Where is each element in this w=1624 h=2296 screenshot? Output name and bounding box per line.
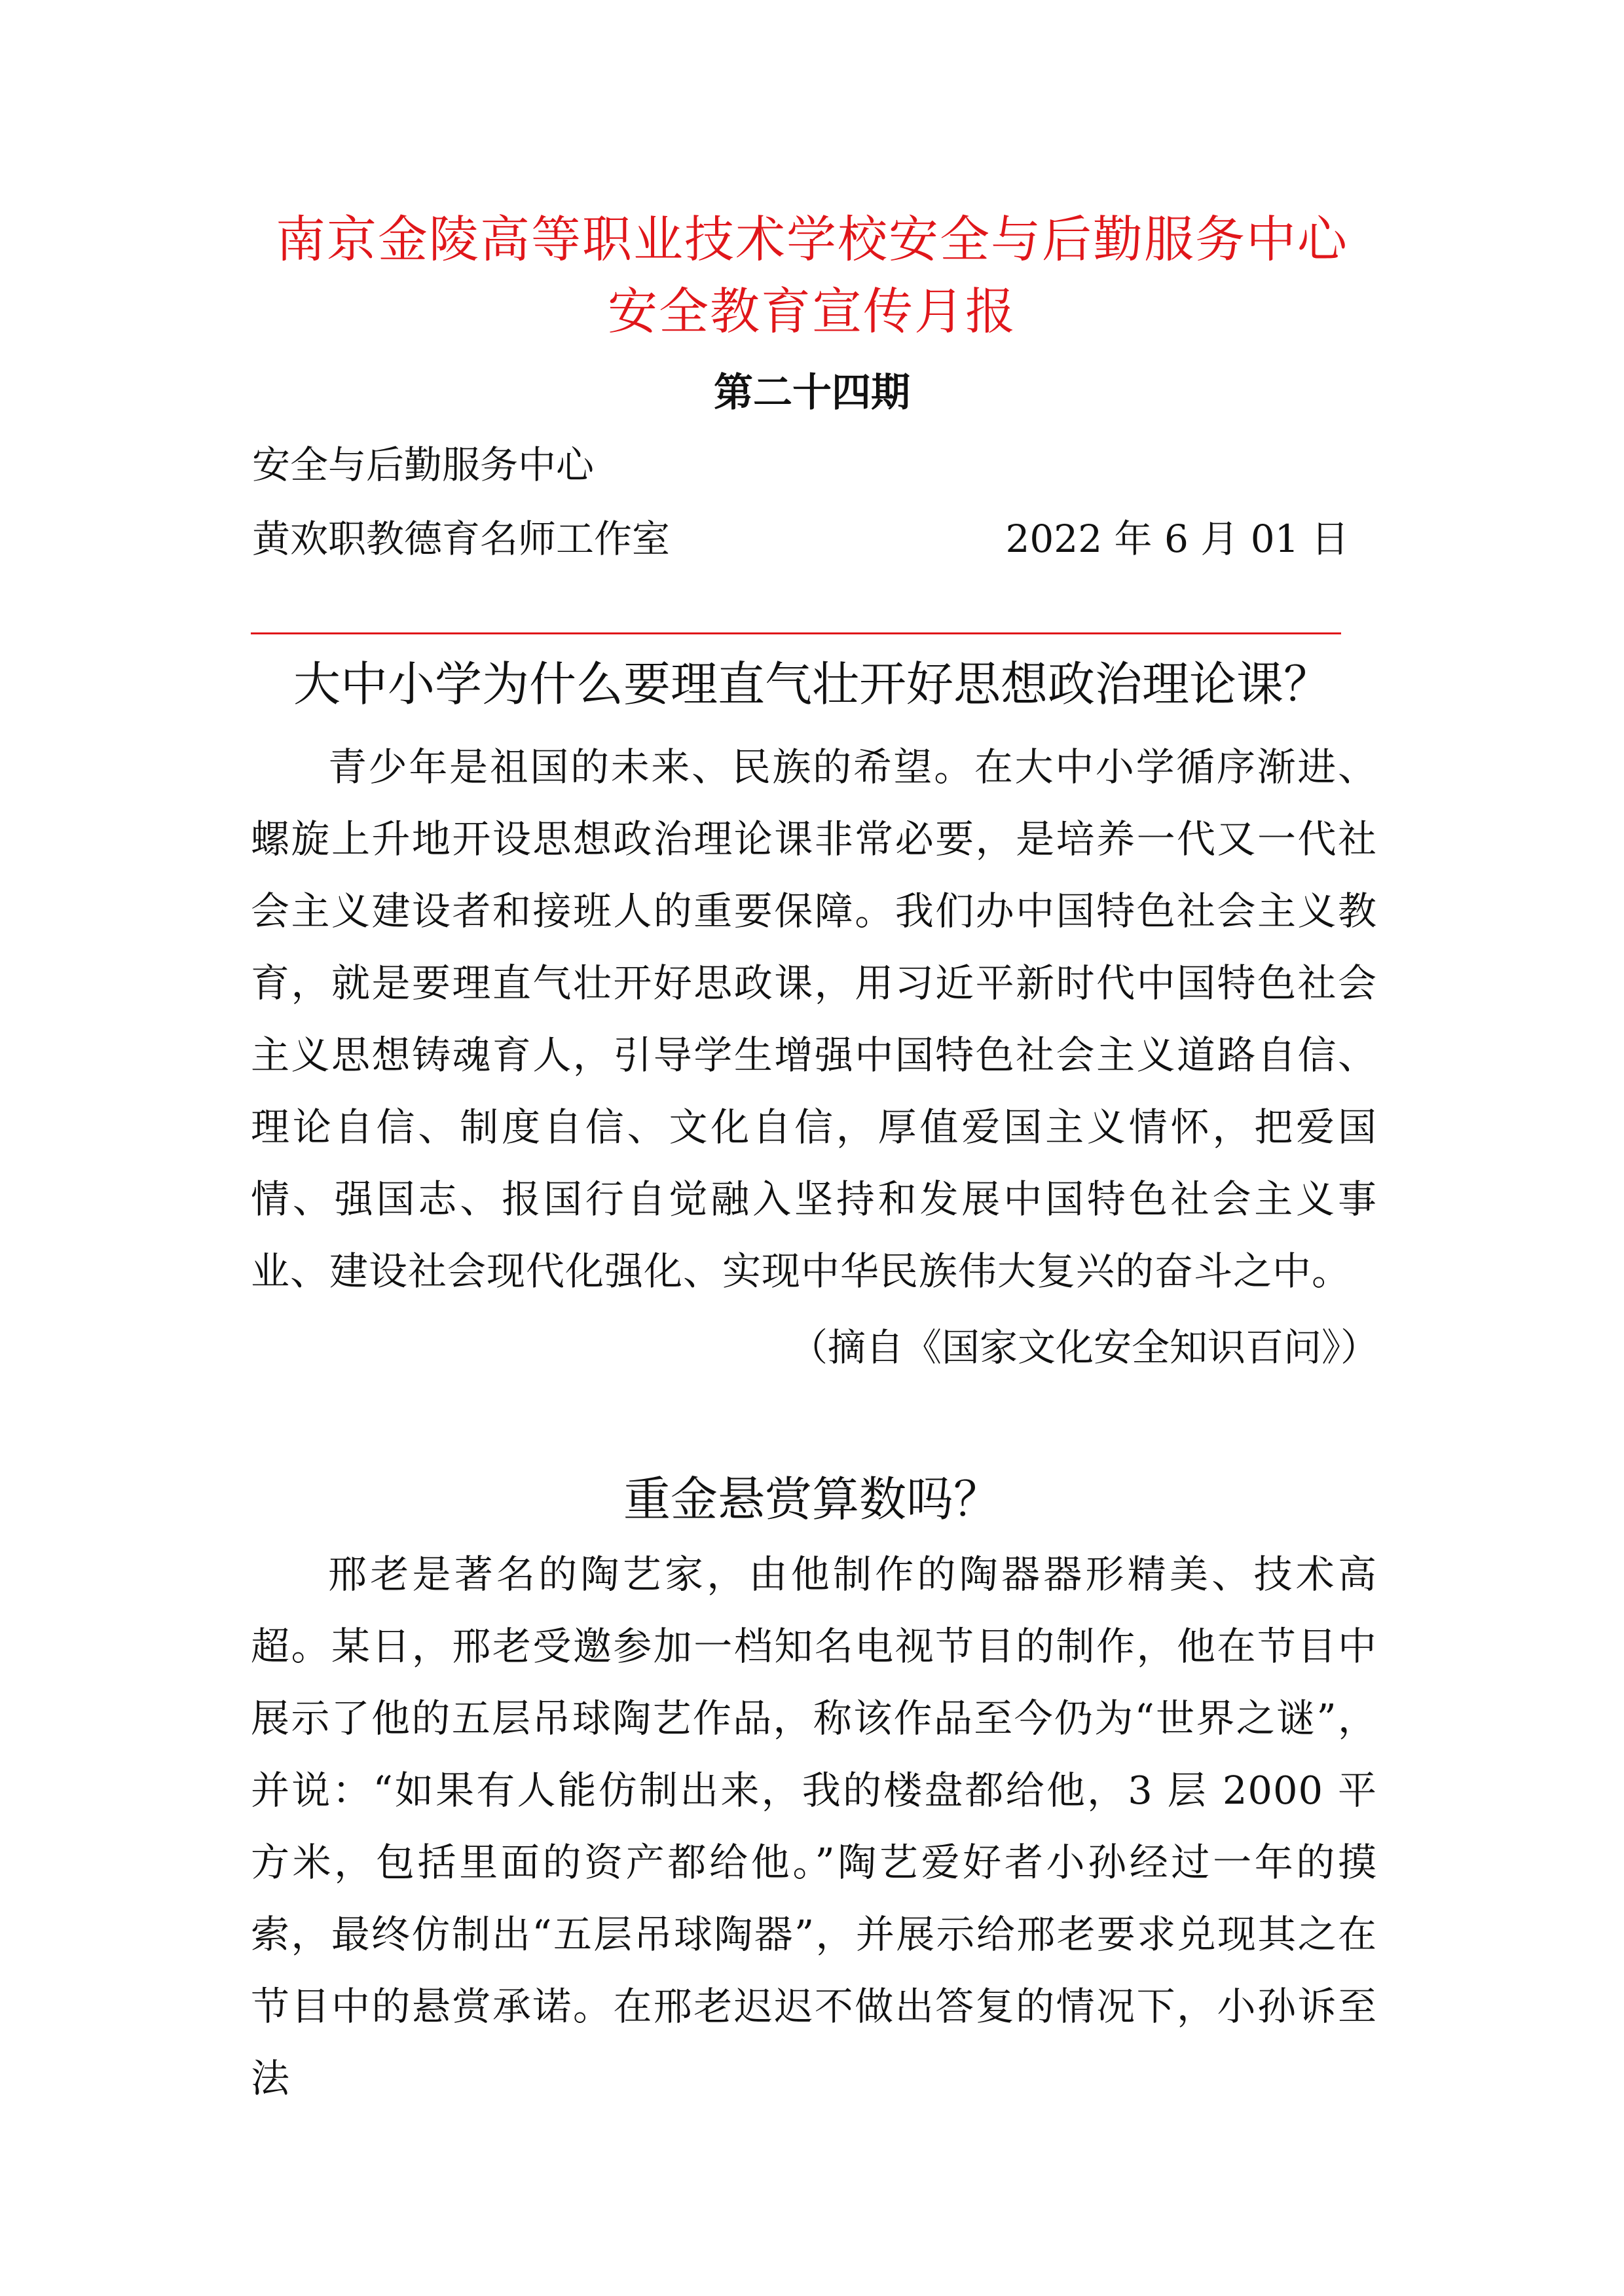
article-1-source: （摘自《国家文化安全知识百问》） (789, 1325, 1378, 1370)
report-title-line2: 安全教育宣传月报 (608, 282, 1016, 340)
header-divider (251, 632, 1341, 634)
article-2-title: 重金悬赏算数吗？ (623, 1472, 1001, 1527)
publisher-org: 安全与后勤服务中心 (252, 443, 595, 487)
article-1-body: 青少年是祖国的未来、民族的希望。在大中小学循序渐进、螺旋上升地开设思想政治理论课非常必要，是培养一代又一代社会主义建设者和接班人的重要保障。我们办中国特色社会主义教育，就是要理直气壮开好思政课，用习近平新时代中国特色社会主义思想铸魂育人，引导学生增强中国特色社会主义道路自信、理论自信、制度自信、文化自信，厚值爱国主义情怀，把爱国情、强国志、报国行自觉融入坚持和发展中国特色社会主义事业、建设社会现代化强化、实现中华民族伟大复兴的奋斗之中。 (251, 744, 1377, 1294)
report-title-line1: 南京金陵高等职业技术学校安全与后勤服务中心 (276, 210, 1348, 268)
article-1-title: 大中小学为什么要理直气壮开好思想政治理论课？ (293, 657, 1331, 712)
issue-number: 第二十四期 (714, 370, 910, 416)
publish-date: 2022 年 6 月 01 日 (1005, 517, 1349, 561)
publisher-studio: 黄欢职教德育名师工作室 (252, 517, 671, 561)
article-2-body: 邢老是著名的陶艺家，由他制作的陶器器形精美、技术高超。某日，邢老受邀参加一档知名电视节目的制作，他在节目中展示了他的五层吊球陶艺作品，称该作品至今仍为“世界之谜”，并说：“如果有人能仿制出来，我的楼盘都给他，3 层 2000 平方米，包括里面的资产都给他。”陶艺爱好者小孙经过一年的摸索，最终仿制出“五层吊球陶器”，并展示给邢老要求兑现其之在节目中的悬赏承诺。在邢老迟迟不做出答复的情况下，小孙诉至法 (251, 1552, 1377, 2101)
